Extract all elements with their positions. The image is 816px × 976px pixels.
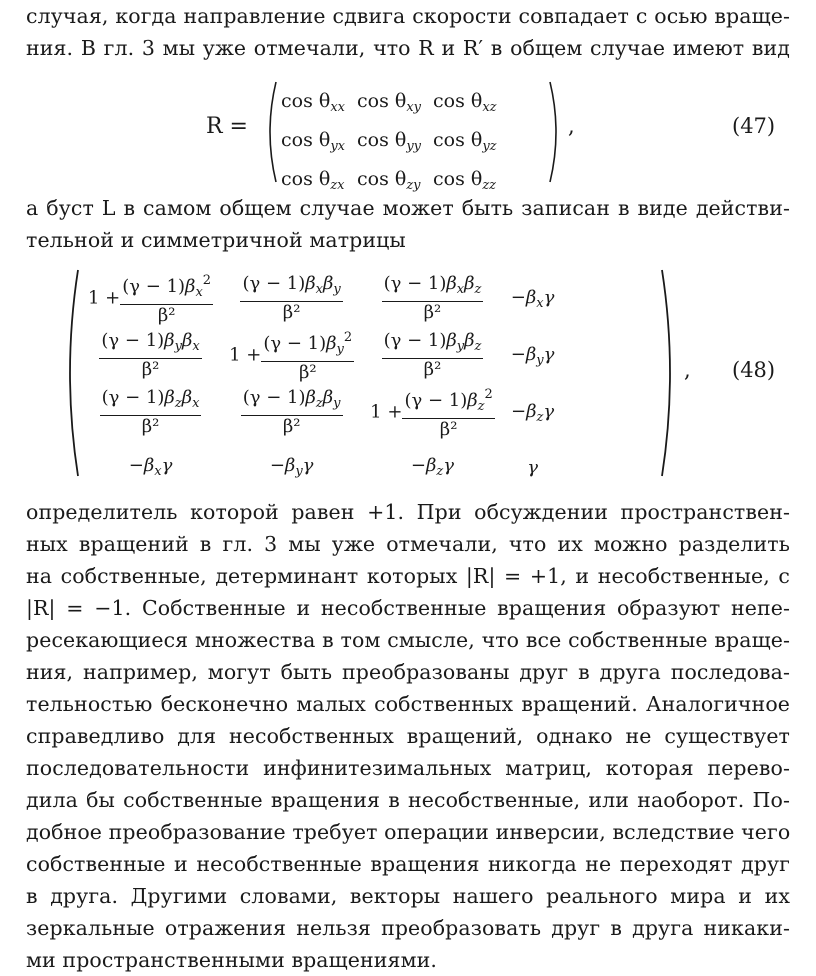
subscript: x — [536, 295, 544, 311]
fraction — [120, 270, 213, 327]
beta-term — [181, 387, 200, 411]
beta-term — [305, 387, 323, 411]
fraction — [402, 384, 494, 441]
subscript: z — [174, 396, 182, 411]
fraction-numerator — [100, 387, 202, 416]
gamma: γ — [543, 286, 555, 308]
fraction-denominator: β² — [423, 359, 442, 380]
superscript: 2 — [202, 273, 212, 288]
fraction-numerator — [240, 273, 342, 302]
eq48-matrix — [80, 270, 562, 493]
beta: β — [185, 276, 196, 297]
beta-term — [464, 330, 482, 354]
text-line: ми пространственными вращениями. — [26, 948, 438, 972]
eq47-right-paren — [548, 80, 564, 184]
matrix-cell — [362, 327, 503, 384]
eq48-right-paren — [660, 268, 680, 478]
beta: β — [326, 333, 337, 354]
fraction — [382, 330, 484, 381]
text-line: тельной и симметричной матрицы — [26, 228, 406, 252]
beta-term — [526, 400, 544, 425]
superscript: 2 — [484, 387, 493, 402]
beta-term — [323, 273, 341, 297]
subscript: x — [195, 285, 203, 300]
beta-term — [284, 455, 303, 479]
matrix-row — [80, 441, 562, 493]
subscript: x — [192, 339, 200, 354]
gamma-minus-one: (γ − 1) — [383, 273, 447, 294]
gamma-minus-one: (γ − 1) — [122, 276, 186, 297]
matrix-cell — [281, 125, 355, 162]
fraction — [382, 273, 484, 324]
fraction-numerator — [261, 327, 354, 362]
text-line: в друга. Другими словами, векторы нашего реального мира и их — [26, 884, 790, 908]
subscript: y — [456, 339, 465, 354]
text-line: ния. В гл. 3 мы уже отмечали, что R и R′ в общем случае имеют вид — [26, 36, 790, 60]
eq48-number: (48) — [732, 358, 776, 382]
beta: β — [467, 390, 478, 411]
gamma-minus-one: (γ − 1) — [263, 333, 327, 354]
one-plus: 1 + — [88, 287, 121, 309]
gamma-minus-one: (γ − 1) — [242, 273, 306, 294]
beta: β — [305, 387, 316, 408]
matrix-cell — [80, 327, 221, 384]
subscript: y — [333, 396, 341, 411]
subscript: xy — [406, 100, 421, 115]
gamma-minus-one: (γ − 1) — [404, 390, 468, 411]
matrix-cell — [362, 384, 503, 441]
subscript: zz — [482, 178, 497, 193]
beta-term — [525, 286, 544, 311]
beta-term — [164, 330, 182, 354]
beta: β — [181, 330, 193, 351]
fraction-denominator: β² — [282, 302, 301, 323]
one-plus: 1 + — [229, 344, 262, 366]
beta-term — [143, 455, 162, 479]
fraction-numerator — [99, 330, 201, 359]
matrix-cell — [221, 441, 362, 493]
subscript: z — [474, 282, 482, 297]
text-line: добное преобразование требует операции инверсии, вследствие чего — [26, 820, 791, 844]
eq47-trailing-comma: , — [568, 114, 575, 138]
subscript: z — [315, 396, 323, 411]
fraction-numerator — [382, 273, 484, 302]
beta: β — [464, 330, 475, 351]
subscript: y — [336, 342, 344, 357]
minus: − — [410, 455, 426, 476]
cos-theta: cos θ — [433, 168, 483, 190]
beta: β — [446, 273, 457, 294]
matrix-cell — [433, 86, 507, 123]
matrix-cell — [221, 270, 362, 327]
cos-theta: cos θ — [281, 129, 331, 151]
beta: β — [526, 400, 537, 422]
cos-theta: cos θ — [357, 168, 407, 190]
matrix-cell — [80, 384, 221, 441]
cos-theta: cos θ — [281, 168, 331, 190]
subscript: xx — [330, 100, 345, 115]
matrix-row — [281, 86, 507, 123]
subscript: y — [295, 464, 303, 479]
subscript: z — [436, 464, 444, 479]
matrix-row — [80, 327, 562, 384]
eq47-left-paren — [262, 80, 278, 184]
fraction-denominator: β² — [141, 359, 160, 380]
beta-squared — [326, 330, 353, 357]
beta: β — [525, 343, 537, 365]
subscript: x — [315, 282, 323, 297]
subscript: x — [456, 282, 465, 297]
fraction-denominator: β² — [157, 305, 176, 326]
text-line: ресекающиеся множества в том смысле, что все собственные враще- — [26, 628, 790, 652]
minus: − — [269, 455, 285, 476]
beta-term — [322, 387, 341, 411]
matrix-cell — [357, 86, 431, 123]
beta-term — [426, 455, 444, 479]
beta-term — [446, 330, 465, 354]
subscript: y — [174, 339, 182, 354]
fraction-numerator — [402, 384, 494, 419]
beta: β — [323, 273, 334, 294]
subscript: x — [154, 464, 162, 479]
matrix-cell — [503, 270, 563, 327]
beta: β — [164, 387, 175, 408]
subscript: yy — [406, 139, 422, 154]
subscript: xz — [482, 100, 497, 115]
matrix-cell — [357, 125, 431, 162]
minus: − — [128, 455, 144, 476]
eq48-trailing-comma: , — [684, 358, 691, 382]
subscript: zy — [406, 178, 421, 193]
superscript: 2 — [343, 330, 353, 345]
matrix-cell — [503, 441, 563, 493]
matrix-cell — [80, 270, 221, 327]
text-line: |R| = −1. Собственные и несобственные вращения образуют непе- — [26, 596, 790, 620]
beta-term — [464, 273, 482, 297]
fraction-denominator: β² — [423, 302, 442, 323]
fraction — [241, 387, 343, 438]
cos-theta: cos θ — [433, 129, 483, 151]
fraction — [99, 330, 201, 381]
matrix-row — [281, 125, 507, 162]
subscript: zx — [330, 178, 345, 193]
fraction-numerator — [241, 387, 343, 416]
text-line: определитель которой равен +1. При обсуждении пространствен- — [26, 500, 790, 524]
gamma-minus-one: (γ − 1) — [101, 330, 165, 351]
subscript: yz — [482, 139, 497, 154]
beta: β — [426, 455, 437, 476]
text-line: последовательности инфинитезимальных матриц, которая перево- — [26, 756, 790, 780]
beta: β — [284, 455, 296, 476]
beta: β — [143, 455, 155, 476]
matrix-cell — [281, 86, 355, 123]
eq47-lhs: R = — [206, 114, 248, 139]
text-line: а буст L в самом общем случае может быть записан в виде действи- — [26, 196, 790, 220]
gamma-minus-one: (γ − 1) — [242, 387, 306, 408]
gamma-minus-one: (γ − 1) — [383, 330, 447, 351]
gamma: γ — [527, 456, 538, 478]
eq48-left-paren — [60, 268, 80, 478]
gamma-minus-one: (γ − 1) — [101, 387, 165, 408]
subscript: z — [477, 399, 485, 414]
beta-squared — [467, 387, 493, 414]
fraction-denominator: β² — [439, 419, 458, 440]
one-plus: 1 + — [370, 401, 403, 423]
cos-theta: cos θ — [433, 90, 483, 112]
text-line: тельностью бесконечно малых собственных вращений. Аналогичное — [26, 692, 790, 716]
subscript: y — [333, 282, 341, 297]
matrix-cell — [80, 441, 221, 493]
beta: β — [525, 286, 537, 308]
fraction — [240, 273, 342, 324]
matrix-cell — [433, 125, 507, 162]
subscript: z — [474, 339, 482, 354]
beta: β — [305, 273, 316, 294]
text-line: ных вращений в гл. 3 мы уже отмечали, что их можно разделить — [26, 532, 790, 556]
beta: β — [446, 330, 457, 351]
beta-term — [181, 330, 200, 354]
text-line: справедливо для несобственных вращений, однако не существует — [26, 724, 790, 748]
eq47-matrix — [279, 84, 509, 203]
beta-term — [164, 387, 182, 411]
gamma: γ — [443, 455, 455, 476]
beta: β — [464, 273, 475, 294]
matrix-cell — [221, 384, 362, 441]
beta: β — [164, 330, 175, 351]
cos-theta: cos θ — [357, 129, 407, 151]
cos-theta: cos θ — [281, 90, 331, 112]
beta: β — [181, 387, 193, 408]
beta-term — [446, 273, 465, 297]
fraction-denominator: β² — [282, 416, 301, 437]
minus: − — [510, 286, 526, 308]
matrix-cell — [503, 327, 563, 384]
text-line: зеркальные отражения нельзя преобразовать друг в друга никаки- — [26, 916, 790, 940]
fraction — [261, 327, 354, 384]
minus: − — [511, 400, 527, 422]
fraction — [100, 387, 202, 438]
matrix-row — [80, 270, 562, 327]
fraction-numerator — [382, 330, 484, 359]
fraction-numerator — [120, 270, 213, 305]
text-line: на собственные, детерминант которых |R| = +1, и несобственные, с — [26, 564, 790, 588]
subscript: yx — [330, 139, 345, 154]
beta: β — [322, 387, 334, 408]
beta-term — [525, 343, 544, 368]
eq47-number: (47) — [732, 114, 776, 138]
minus: − — [510, 343, 526, 365]
beta-squared — [185, 273, 212, 300]
fraction-denominator: β² — [298, 362, 317, 383]
matrix-cell — [362, 441, 503, 493]
text-line: собственные и несобственные вращения никогда не переходят друг — [26, 852, 790, 876]
text-line: ния, например, могут быть преобразованы друг в друга последова- — [26, 660, 790, 684]
subscript: y — [536, 352, 544, 368]
matrix-row — [80, 384, 562, 441]
gamma: γ — [302, 455, 314, 476]
subscript: x — [192, 396, 200, 411]
cos-theta: cos θ — [357, 90, 407, 112]
fraction-denominator: β² — [141, 416, 160, 437]
matrix-cell — [503, 384, 563, 441]
text-line: дила бы собственные вращения в несобственные, или наоборот. По- — [26, 788, 790, 812]
subscript: z — [536, 409, 544, 425]
matrix-cell — [362, 270, 503, 327]
matrix-cell — [221, 327, 362, 384]
gamma: γ — [543, 343, 555, 365]
gamma: γ — [543, 400, 555, 422]
gamma: γ — [161, 455, 173, 476]
text-line: случая, когда направление сдвига скорости совпадает с осью враще- — [26, 4, 790, 28]
beta-term — [305, 273, 323, 297]
